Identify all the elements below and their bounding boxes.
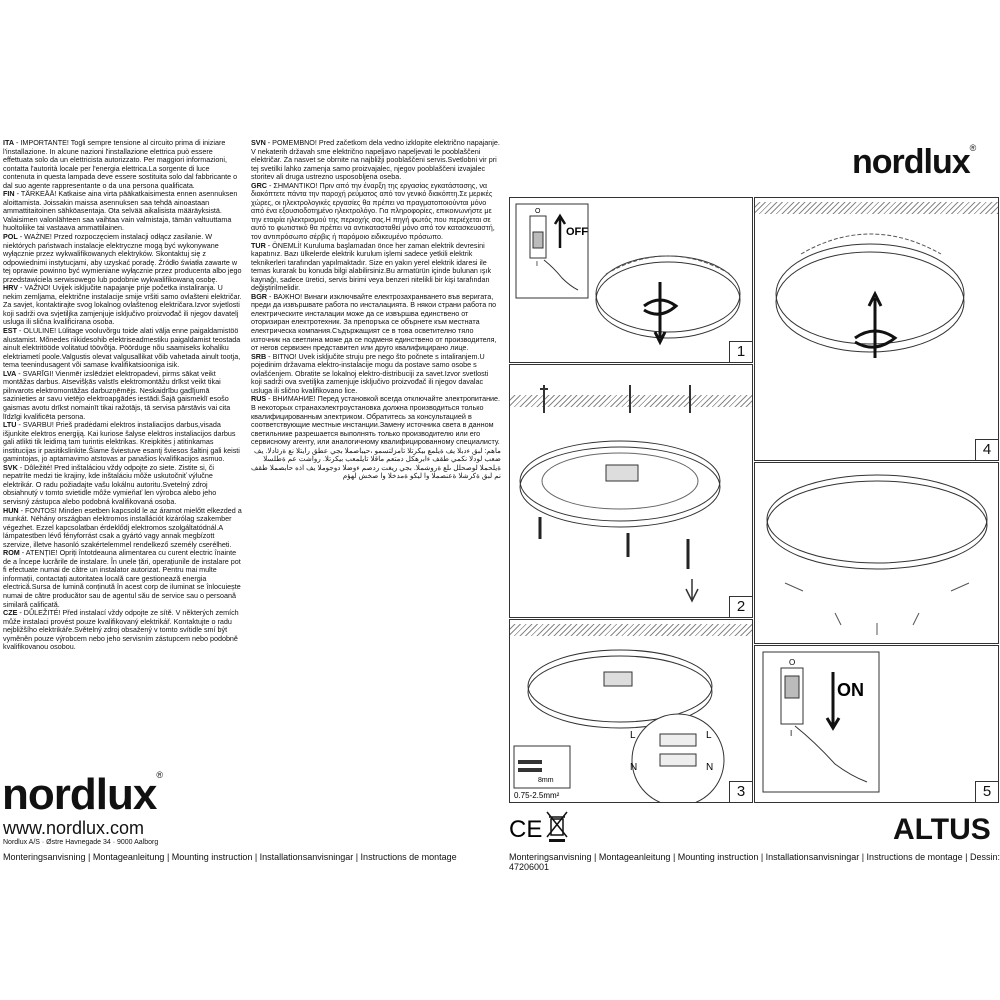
step-3-panel (509, 619, 753, 803)
warning-text: - DŮLEŽITÉ! Před instalací vždy odpojte ze sítě. V některých zemích může instalaci provést pouze kvalifikovaný elektrikář. Kontaktujte o radu nejbližšího elektrikáře.Světelný zdroj obsažený v tomto svítidle smí být vyměněn pouze výrobcem nebo jeho servisním zástupcem nebo podobně kvalifikovanou osobou. (3, 608, 239, 652)
step-4-number: 4 (975, 439, 998, 460)
warning-text: - IMPORTANTE! Togli sempre tensione al circuito prima di iniziare l'installazione. In alcune nazioni l'installazione elettrica può essere effettuata solo da un elettricista autorizzato. Per maggiori informazioni, contatta l'autorità locale per l'energia elettrica.La sorgente di luce contenuta in questa lampada deve essere sostituita solo dal fabbricante o dal suo agente rappresentante o da una persona qualificata. (3, 138, 238, 190)
warning-paragraph (251, 182, 501, 242)
switch-on-label: ON (837, 680, 864, 700)
step-1-panel (509, 197, 753, 363)
language-code: CZE (3, 608, 18, 618)
step-2-number: 2 (729, 596, 752, 617)
warning-text: - ВАЖНО! Винаги изключвайте електрозахранването във веригата, преди да извършвате работа по инсталацията. В някои страни работа по електрическите инсталации може да се извършва единствено от оторизиран електротехник. За препоръка се обърнете към местната електрическа компания.Съдържащият се в това осветително тяло източник на светлина може да се подменя единствено от производителя, от негов сервизен представител или друго квалифицирано лице. (251, 291, 497, 353)
language-code: ITA (3, 138, 15, 147)
certification-marks (509, 811, 569, 848)
warning-paragraph (3, 284, 243, 327)
step-5-panel (754, 645, 999, 803)
warning-paragraph (251, 353, 501, 396)
live-wire-label-left: L (630, 730, 636, 741)
wire-gauge-label: 0.75-2.5mm² (514, 791, 560, 800)
step-5-illustration (755, 646, 998, 802)
warning-paragraph (251, 139, 501, 182)
warning-text: - VAŽNO! Uvijek isključite napajanje prije početka instaliranja. U nekim zemljama, električne instalacije smije vršiti samo ovlašteni električar. Za savjet, kontaktirajte svog lokalnog ovlaštenog električara.Izvor svjetlosti koji sadrži ova svjetiljka zamjenjuje isključivo proizvođač ili njegov davatelj usluga ili slična kvalificirana osoba. (3, 283, 242, 327)
warning-paragraph (251, 242, 501, 293)
live-wire-label-right: L (706, 730, 712, 741)
warning-text: - POMEMBNO! Pred začetkom dela vedno izklopite električno napajanje. V nekaterih državah sme električno napeljavo napeljevati le pooblaščeni električar. Za nasvet se obrnite na najbližji pooblaščeni servis.Svetlobni vir pri tej svetilki lahko zamenja samo proizvajalec, njegov pooblaščeni izvajalec storitev ali druga ustrezno usposobljena oseba. (251, 138, 500, 182)
language-code: EST (3, 326, 17, 336)
warning-text: - BITNO! Uvek isključite struju pre nego što počnete s intaliranjem.U pojedinim državama elektro-instalacije mogu da postave samo osobe s ovlašćenjem. Obratite se lokalnoj elektro-distribuciji za savet.Izvor svetlosti koji sadrži ova svetiljka zamenjuje isključivo proizvođač ili njegov davalac usluga ili slično kvalifikovano lice. (251, 351, 489, 395)
step-1-number: 1 (729, 341, 752, 362)
switch-off-label: OFF (566, 226, 588, 238)
brand-logo: nordlux® (2, 770, 162, 819)
brand-logo-right: nordlux® (852, 143, 976, 181)
product-name: ALTUS (893, 813, 991, 846)
switch-off-mark: O (535, 208, 541, 215)
warning-paragraph (251, 395, 501, 446)
language-code: SRB (251, 351, 267, 361)
warning-paragraph (251, 293, 501, 353)
switch-on-mark: I (790, 729, 793, 738)
warning-paragraph (3, 421, 243, 464)
step-4-panel (754, 197, 999, 461)
warning-text: ماهم: لبق ءدبلا يف ةيلمع بيكرتلا تامزلتسمو ،حيباصملا بجي عطق رايتلا نع ةرئادلا. يف ضعب لودلا نكمي طقف ءابرهكل دمتعم ماقلا تايلمعب بيكرتلا. رواشت عم ةطلسلا ةيلحملا لوصحلل ىلع ةروشملا. بجي ريغت ردصم ءوضلا دوجوملا يف اذه حابصملا طقف نم لبق ةكرشلا ةعنصملا وا ليكو ةمدخلا وا صخش لهؤم (251, 445, 501, 481)
language-code: SVN (251, 138, 266, 147)
language-code: LTU (3, 420, 17, 430)
step-5-fixture-panel (754, 462, 999, 644)
warning-text: - Dôležité! Pred inštaláciou vždy odpojte zo siete. Zistite si, či nepatríte medzi tie krajiny, kde inštaláciu môže uskutočniť výlučne elektrikár. O radu požiadajte vašu lokálnu autoritu.Svetelný zdroj obsiahnutý v tomto svietidle môže vymieňať len výrobca alebo jeho servisný zástupca alebo podobná kvalifikovaná osoba. (3, 462, 217, 506)
warning-paragraph (3, 190, 243, 233)
warning-paragraph (3, 233, 243, 284)
warning-text: - ATENȚIE! Opriți întotdeauna alimentarea cu curent electric înainte de a începe lucrările de instalare. În unele țări, operațiunile de instalare pot fi efectuate numai de către un instalator autorizat. Pentru mai multe informații, contactați autoritatea locală care gestionează energia electrică.Sursa de lumină conținută în acest corp de iluminat se înlocuiește numai de către producător sau de agentul său de service sau o persoană similară calificată. (3, 548, 241, 609)
warning-paragraph (3, 464, 243, 507)
warning-paragraph (3, 549, 243, 609)
step-5-fixture-illustration (755, 463, 998, 643)
weee-bin-icon (547, 812, 567, 842)
warning-text: - SVARBU! Prieš pradėdami elektros instaliacijos darbus,visada išjunkite elektros energiją. Kai kuriose šalyse elektros instaliacijos darbus gali atlikti tik leidimą tam turintis elektrikas. Kreipkitės į atitinkamas institucijas ir pasitikslinkite.Šiame šviestuve esantį šviesos šaltinį gali keisti gamintojas, jo aptarnavimo atstovas ar panašios kvalifikacijos asmuo. (3, 420, 240, 464)
warning-paragraph (3, 370, 243, 421)
language-code: TUR (251, 240, 266, 250)
switch-on-mark: I (536, 261, 538, 268)
step-2-panel (509, 364, 753, 618)
language-code: LVA (3, 368, 17, 378)
step-3-illustration (510, 620, 752, 802)
footer-caption-right: Monteringsanvisning | Montageanleitung | Mounting instruction | Installationsanvisningar | Instructions de montage | Dessin: 47206001 (509, 852, 1000, 872)
warning-paragraph (251, 447, 501, 481)
language-code: POL (3, 232, 18, 242)
language-code: RUS (251, 394, 267, 404)
language-code: FIN (3, 189, 15, 199)
warning-text: - OLULINE! Lülitage vooluvõrgu toide alati välja enne paigaldamistöö alustamist. Mõnedes riikidesohib elektriseadmestiku paigaldamist teostada ainult elektritööde volitatud töövõtja. Pöörduge nõu saamiseks kohaliku elektriametí poole.Valgustis olevat valgusallikat võib vahetada ainult tootja, tema teenindusagent või samase kvalifikatsiooniga isik. (3, 326, 241, 370)
language-code: ROM (3, 548, 20, 558)
ce-mark-icon: CE (509, 816, 543, 843)
warning-paragraph (3, 327, 243, 370)
warning-text: - SVARĪGI! Vienmēr izslēdziet elektropadevi, pirms sākat veikt montāžas darbus. Atsevišķās valstīs elektromontāžu drīkst veikt tikai pilnvarots elektromontāžas darbuzņēmējs. Neskaidrību gadījumā sazinieties ar savu vietējo elektroapgādes iestādi.Šajā gaismeklī esošo gaismas avotu drīkst nomainīt tikai ražotājs, tā servisa pārstāvis vai cita līdzīgi kvalificēta persona. (3, 368, 231, 421)
warning-text: - ВНИМАНИЕ! Перед установкой всегда отключайте электропитание. В некоторых странахэлектроустановка должна производиться только квалифицированным электриком. Обратитесь за консультацией в соответствующие местные инстанции.Замену источника света в данном светильнике разрешается выполнять только производителю или его сервисному агенту, или аналогичному квалифицированному специалисту. (251, 394, 501, 447)
language-code: HUN (3, 505, 19, 515)
neutral-wire-label-right: N (706, 762, 714, 773)
neutral-wire-label-left: N (630, 762, 638, 773)
warning-text: - FONTOS! Minden esetben kapcsold le az áramot mielőtt elkezded a munkát. Néhány országban elektromos installációt kizárólag szakember végezhet. Ezzel kapcsolatban érdeklődj elektromos szolgáltatódnál.A lámpatestben lévő fényforrást csak a gyártó vagy annak megbízott szervize, illetve hasonló szakértelemmel rendelkező személy cserélheti. (3, 505, 242, 549)
strip-length-label: 8mm (538, 777, 554, 784)
brand-website[interactable]: www.nordlux.com (3, 818, 145, 838)
language-code: HRV (3, 283, 19, 293)
switch-off-mark: O (789, 658, 796, 667)
warning-paragraph (3, 507, 243, 550)
warning-text-column-middle (251, 139, 501, 481)
step-1-illustration (510, 198, 752, 362)
language-code: SVK (3, 462, 18, 472)
step-3-number: 3 (729, 781, 752, 802)
step-5-number: 5 (975, 781, 998, 802)
brand-address: Nordlux A/S · Østre Havnegade 34 · 9000 Aalborg (3, 839, 159, 846)
warning-text: - ΣΗΜΑΝΤΙΚΟ! Πριν από την έναρξη της εργασίας εγκατάστασης, να διακόπτετε πάντα την παροχή ρεύματος από τον γενικό διακόπτη.Σε μερικές χώρες, οι ηλεκτρολογικές εργασίες θα πρέπει να πραγματοποιούνται μόνο από ένα εξουσιοδοτημένο ηλεκτρολόγο. Για πληροφορίες, επικοινωνήστε με την εταιρία ηλεκτρισμού της περιοχής σας.Η πηγή φωτός που περιέχεται σε αυτό το φωτιστικό θα πρέπει να αντικατασταθεί μόνο από τον κατασκευαστή, τον αντιπρόσωπο σέρβις ή παρόμοιο ειδικευμένο πρόσωπο. (251, 180, 495, 242)
warning-text: - TÄRKEÄÄ! Katkaise aina virta pääkatkaisimesta ennen asennuksen aloittamista. Joissakin maissa asennuksen saa tehdä ainoastaan ammattitaitoinen sähköasentaja. Ota selvää aikalisista määräyksistä. Valaisimen valonlähteen saa vaihtaa vain valmistaja, tämän valtuuttama huoltoliike tai vastaava ammattilainen. (3, 189, 238, 233)
warning-text: - ÖNEMLİ! Kuruluma başlamadan önce her zaman elektrik devresini kapatınız. Bazı ülkelerde elektrik kurulum işlemi sadece yetkili elektrik teknikerleri tarafından yapılmaktadır. Size en yakın yerel elektrik idaresi ile temas kurarak bu konuda bilgi alabilirsiniz.Bu armatürün içinde bulunan ışık kaynağı, sadece üretici, servis birimi veya benzeri nitelikli bir kişi tarafından değiştirilmelidir. (251, 240, 492, 293)
warning-text-column-left (3, 139, 243, 652)
step-2-illustration (510, 365, 752, 617)
warning-paragraph (3, 139, 243, 190)
warning-text: - WAŻNE! Przed rozpoczęciem instalacji odłącz zasilanie. W niektórych państwach instalacje elektryczne mogą być wykonywane wyłącznie przez wykwalifikowanych elektryków. Skontaktuj się z odpowiednimi instytucjami, aby uzyskać poradę. Źródło światła zawarte w tej oprawie powinno być wymieniane wyłącznie przez producenta albo jego przedstawiciela serwisowego lub podobnie wykwalifikowaną osobę. (3, 232, 242, 284)
step-4-illustration (755, 198, 998, 460)
warning-paragraph (3, 609, 243, 652)
language-code: GRC (251, 180, 267, 190)
language-code: BGR (251, 291, 267, 301)
footer-caption-left: Monteringsanvisning | Montageanleitung | Mounting instruction | Installationsanvisningar | Instructions de montage (3, 852, 457, 862)
